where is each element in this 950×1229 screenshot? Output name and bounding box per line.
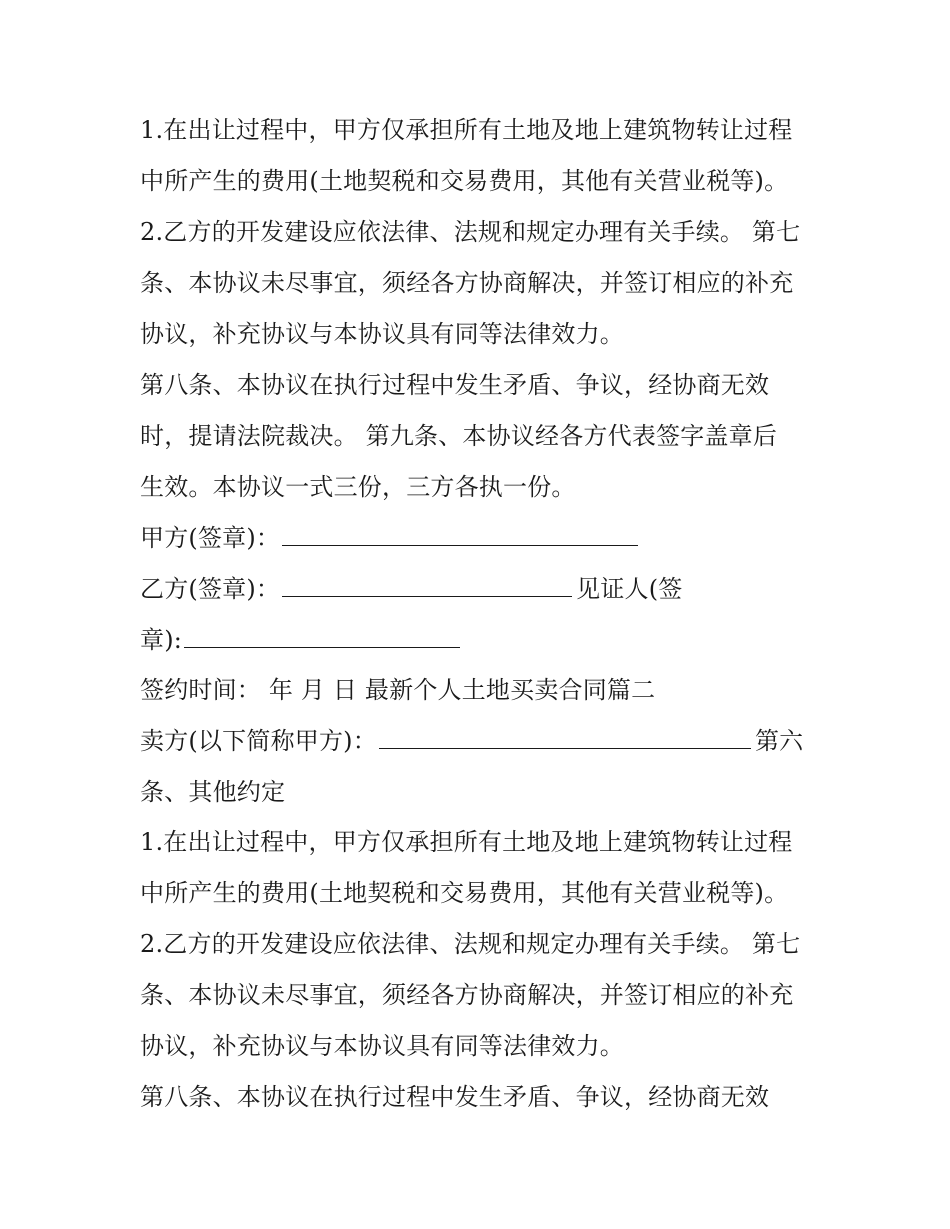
- paragraph-line: 协议，补充协议与本协议具有同等法律效力。: [140, 1032, 624, 1060]
- paragraph-line: 条、本协议未尽事宜，须经各方协商解决，并签订相应的补充: [140, 981, 794, 1009]
- seller-tail: 第六: [754, 727, 804, 755]
- paragraph-line: 1.在出让过程中，甲方仅承担所有土地及地上建筑物转让过程: [140, 828, 793, 856]
- signature-label-party-a: 甲方(签章)：: [140, 524, 281, 552]
- witness-label: 见证人(签: [576, 575, 683, 603]
- signature-blank-party-a: [282, 523, 638, 546]
- paragraph-line: 时，提请法院裁决。 第九条、本协议经各方代表签字盖章后: [140, 422, 778, 450]
- witness-label-end: 章):: [140, 626, 183, 654]
- paragraph-line: 第八条、本协议在执行过程中发生矛盾、争议，经协商无效: [140, 1083, 770, 1111]
- sign-date-line: 签约时间： 年 月 日 最新个人土地买卖合同篇二: [140, 676, 656, 704]
- paragraph-line: 中所产生的费用(土地契税和交易费用，其他有关营业税等)。: [140, 167, 789, 195]
- signature-blank-witness: [184, 625, 460, 648]
- paragraph-line: 协议，补充协议与本协议具有同等法律效力。: [140, 320, 624, 348]
- signature-blank-party-b: [282, 574, 572, 597]
- seller-blank: [379, 726, 751, 749]
- paragraph-line: 条、其他约定: [140, 778, 286, 806]
- paragraph-line: 2.乙方的开发建设应依法律、法规和规定办理有关手续。 第七: [140, 930, 801, 958]
- paragraph-line: 中所产生的费用(土地契税和交易费用，其他有关营业税等)。: [140, 879, 789, 907]
- paragraph-line: 2.乙方的开发建设应依法律、法规和规定办理有关手续。 第七: [140, 218, 801, 246]
- paragraph-line: 第八条、本协议在执行过程中发生矛盾、争议，经协商无效: [140, 371, 770, 399]
- signature-line-party-b: [140, 569, 830, 609]
- signature-label-party-b: 乙方(签章)：: [140, 575, 281, 603]
- paragraph-line: 条、本协议未尽事宜，须经各方协商解决，并签订相应的补充: [140, 269, 794, 297]
- paragraph-line: 1.在出让过程中，甲方仅承担所有土地及地上建筑物转让过程: [140, 116, 793, 144]
- signature-line-party-a: [140, 518, 830, 558]
- paragraph-line: 生效。本协议一式三份，三方各执一份。: [140, 473, 576, 501]
- seller-label: 卖方(以下简称甲方)：: [140, 727, 377, 755]
- seller-line: [140, 721, 830, 761]
- signature-line-witness: [140, 620, 830, 660]
